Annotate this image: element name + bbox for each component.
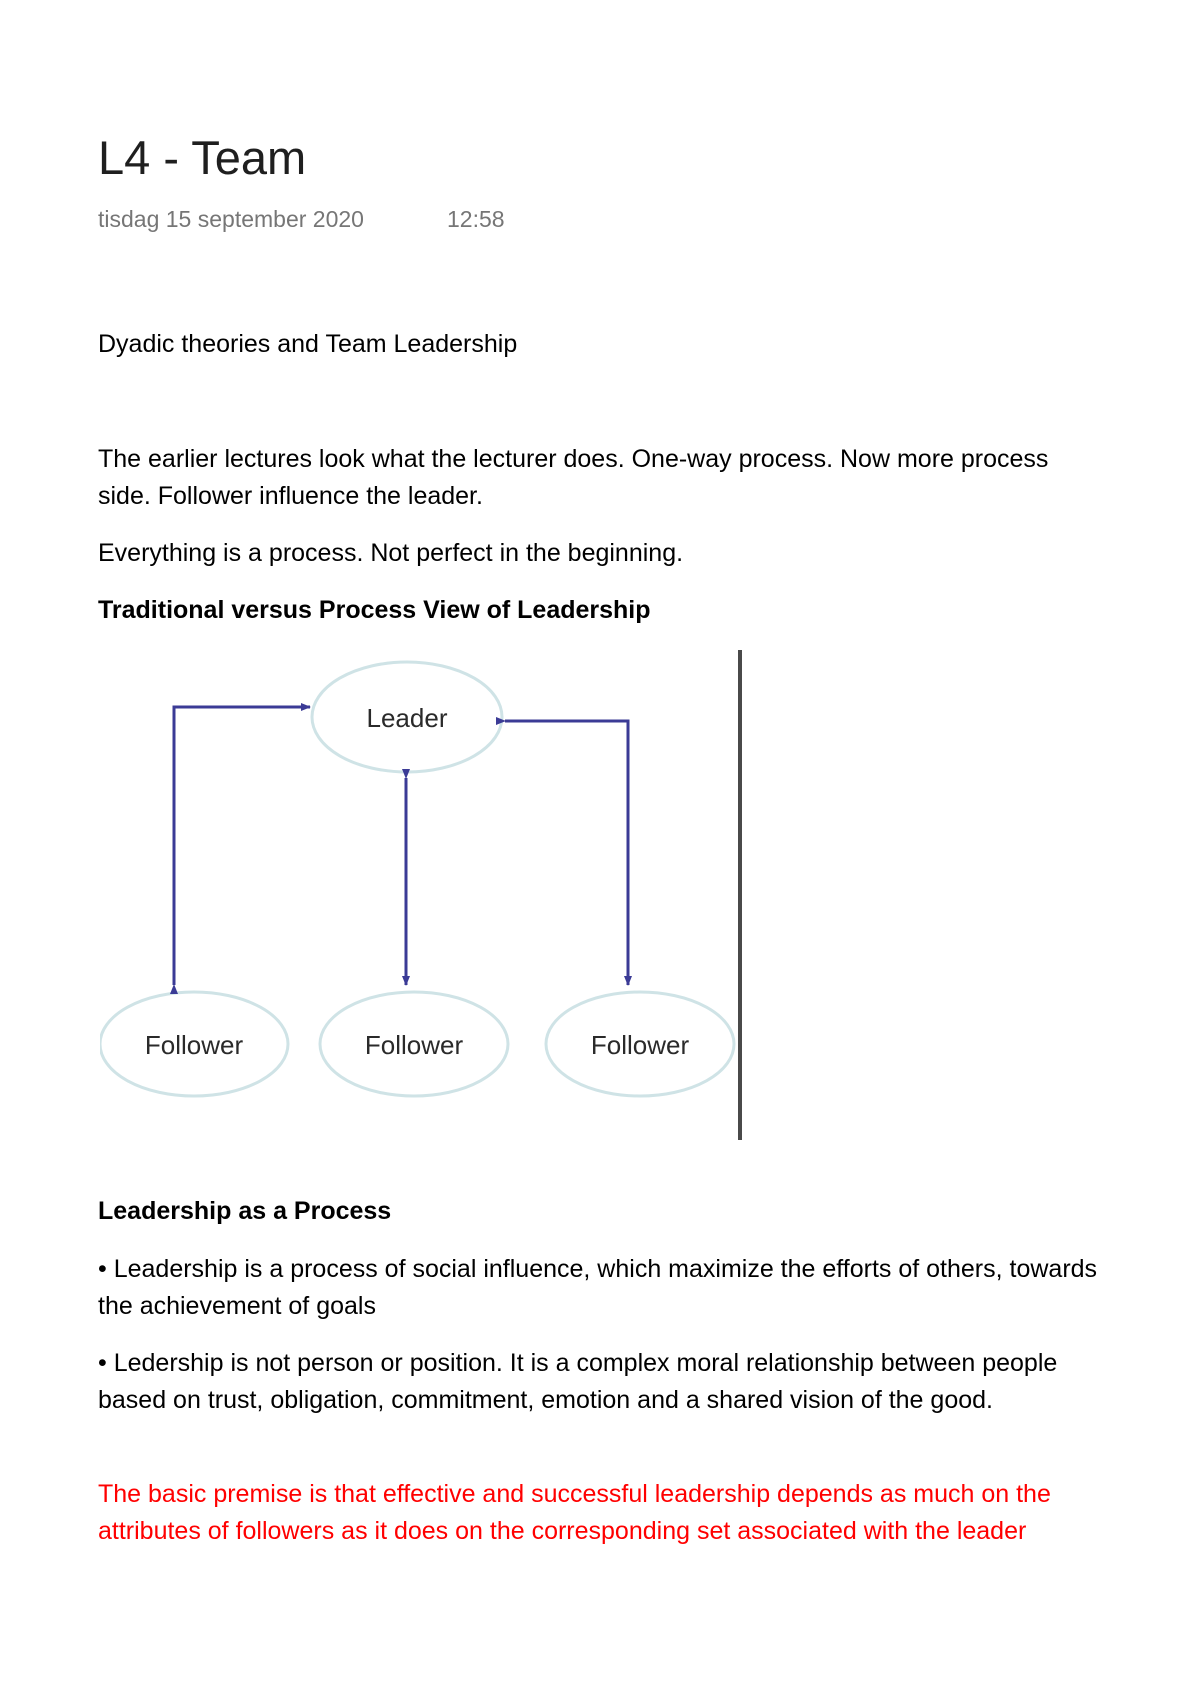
bullet-social-influence: • Leadership is a process of social influence, which maximize the efforts of others, towards the achievement of goals <box>98 1255 1098 1320</box>
paragraph-earlier-lectures: The earlier lectures look what the lecturer does. One-way process. Now more process side. Follower influence the leader. <box>98 445 1049 510</box>
follower-label-1: Follower <box>144 1030 244 1060</box>
paragraph-everything-process: Everything is a process. Not perfect in the beginning. <box>98 539 684 567</box>
leadership-diagram-svg <box>100 640 750 1140</box>
leader-label: Leader <box>366 703 448 733</box>
follower-label-3: Follower <box>590 1030 690 1060</box>
highlight-basic-premise: The basic premise is that effective and successful leadership depends as much on the attributes of followers as it does on the corresponding set associated with the leader <box>98 1480 1051 1545</box>
arrow-left <box>174 707 310 985</box>
subtitle-text: Dyadic theories and Team Leadership <box>98 330 518 358</box>
arrow-right <box>505 721 628 985</box>
heading-traditional-vs-process: Traditional versus Process View of Leadership <box>98 596 651 624</box>
bullet-moral-relationship: • Ledership is not person or position. It is a complex moral relationship between people based on trust, obligation, commitment, emotion and a shared vision of the good. <box>98 1349 1058 1414</box>
note-time: 12:58 <box>447 206 505 232</box>
leadership-diagram <box>100 640 750 1140</box>
heading-leadership-as-process: Leadership as a Process <box>98 1197 392 1225</box>
page-title: L4 - Team <box>98 131 307 184</box>
follower-label-2: Follower <box>364 1030 464 1060</box>
note-date: tisdag 15 september 2020 <box>98 206 364 232</box>
